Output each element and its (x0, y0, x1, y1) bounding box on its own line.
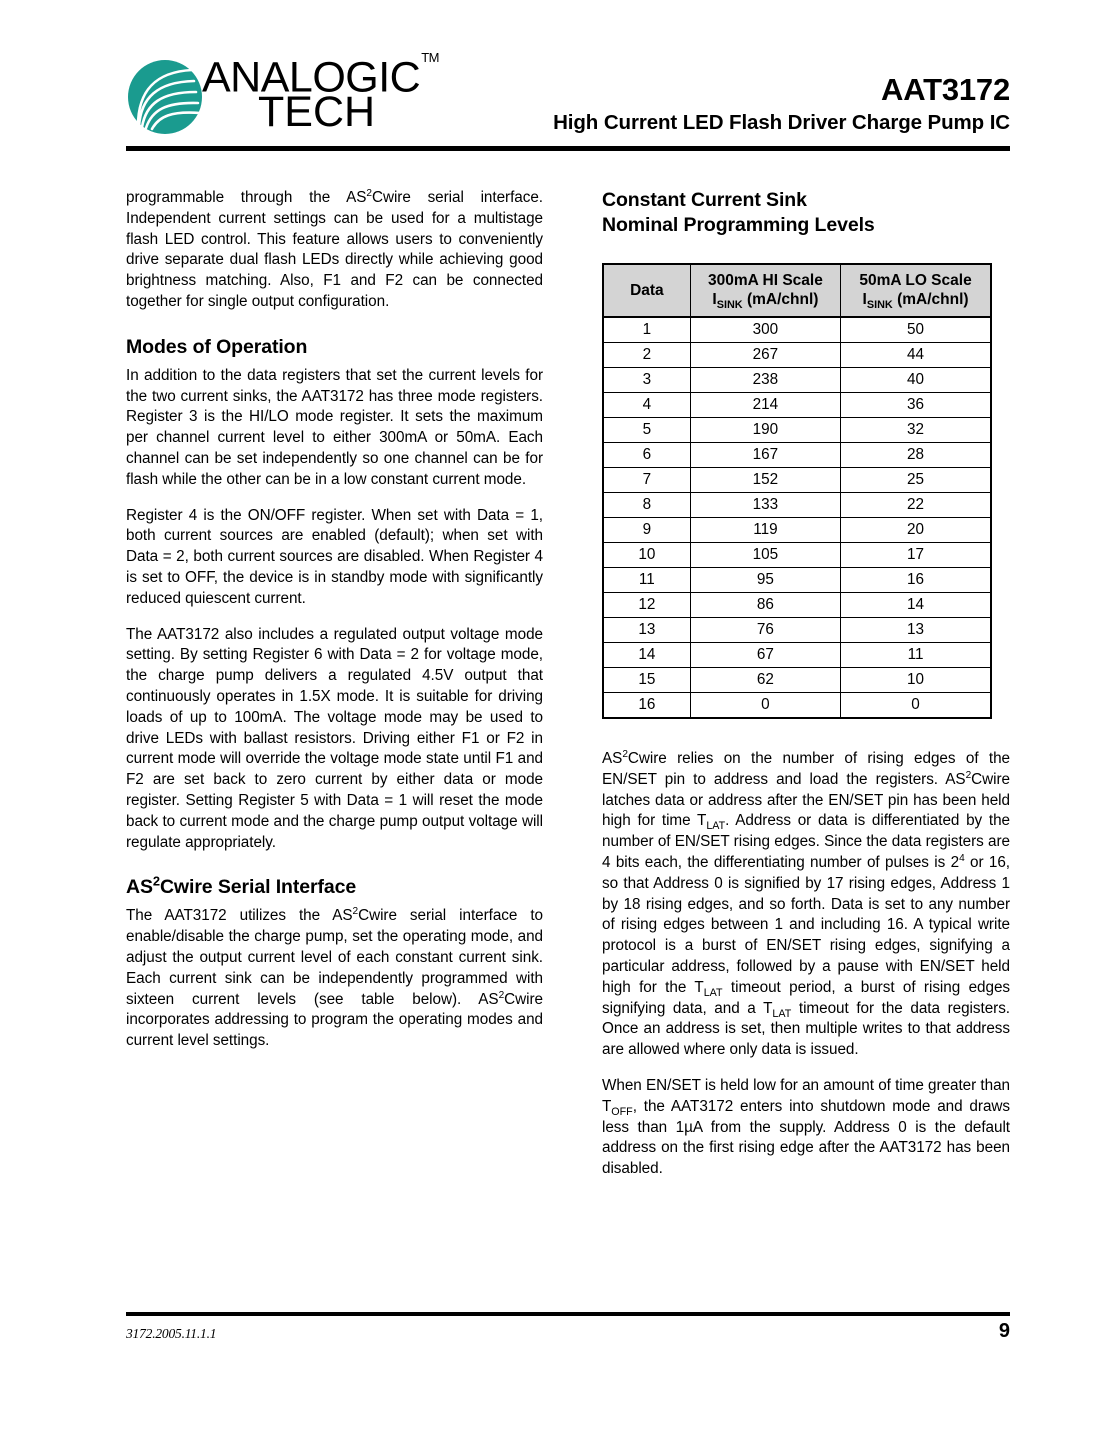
superscript-two: 2 (352, 906, 359, 918)
hi-scale-units: (mA/chnl) (746, 291, 819, 308)
cell-data: 16 (603, 693, 690, 719)
cell-lo-scale: 16 (841, 568, 991, 593)
programming-levels-table (602, 263, 992, 719)
cell-lo-scale: 20 (841, 518, 991, 543)
serial-p1-part3: Cwire incorporates addressing to program the operating modes and current level settings. (126, 990, 543, 1050)
right-column (602, 188, 1010, 1195)
cell-lo-scale: 44 (841, 343, 991, 368)
table-row (603, 368, 991, 393)
hi-scale-symbol-subscript: SINK (716, 299, 743, 312)
table-title-line-1: Constant Current Sink (602, 189, 807, 211)
cell-data: 12 (603, 593, 690, 618)
modes-paragraph-2: Register 4 is the ON/OFF register. When set with Data = 1, both current sources are enabled (default); when set with Data = 2, both current sources are disabled. When Register 4 is set to OFF, the device is in standby mode with significantly reduced quiescent current. (126, 506, 543, 607)
table-row (603, 393, 991, 418)
left-column (126, 188, 543, 1067)
as2cwire-serial-interface-heading (126, 875, 543, 899)
cell-hi-scale: 119 (690, 518, 840, 543)
cell-hi-scale: 300 (690, 317, 840, 343)
superscript-two: 2 (965, 769, 972, 781)
cell-lo-scale: 10 (841, 668, 991, 693)
superscript-two: 2 (366, 187, 372, 199)
table-row (603, 643, 991, 668)
heading-part1: AS (126, 876, 153, 899)
cell-hi-scale: 167 (690, 443, 840, 468)
cell-lo-scale: 50 (841, 317, 991, 343)
cell-lo-scale: 11 (841, 643, 991, 668)
programming-levels-table-wrap (602, 263, 992, 719)
part-subtitle: High Current LED Flash Driver Charge Pump IC (553, 111, 1010, 134)
cell-hi-scale: 267 (690, 343, 840, 368)
column-header-lo-scale (841, 264, 991, 317)
column-header-data: Data (603, 264, 690, 317)
header-title-block (553, 72, 1010, 136)
modes-paragraph-3: The AAT3172 also includes a regulated output voltage mode setting. By setting Register 6 with Data = 2 for voltage mode, the charge pump delivers a regulated 4.5V output that continuously operates in 1.5X mode. It is suitable for driving loads of up to 100mA. The voltage mode may be used to drive LEDs with ballast resistors. Driving either F1 or F2 in current mode will override the voltage mode state until F1 and F2 are set back to zero current by either data or mode register. Setting Register 5 with Data = 1 will reset the mode back to current mode and the charge pump output voltage will regulate appropriately. (126, 625, 543, 851)
column-header-hi-scale (690, 264, 840, 317)
table-body (603, 317, 991, 718)
cell-data: 4 (603, 393, 690, 418)
table-row (603, 668, 991, 693)
tlat-subscript: LAT (703, 986, 723, 999)
table-head (603, 264, 991, 317)
table-row (603, 343, 991, 368)
footer-divider (126, 1312, 1010, 1316)
table-row (603, 418, 991, 443)
cell-lo-scale: 40 (841, 368, 991, 393)
tlat-subscript: LAT (772, 1007, 792, 1020)
superscript-two: 2 (498, 989, 505, 1001)
cell-lo-scale: 36 (841, 393, 991, 418)
cell-data: 1 (603, 317, 690, 343)
document-revision-code: 3172.2005.11.1.1 (126, 1326, 217, 1341)
header-divider (126, 146, 1010, 151)
cell-lo-scale: 22 (841, 493, 991, 518)
heading-part2: Cwire Serial Interface (159, 876, 357, 899)
table-row (603, 468, 991, 493)
logo-tech-text: TECH (258, 88, 376, 137)
table-row (603, 543, 991, 568)
cell-data: 13 (603, 618, 690, 643)
cell-hi-scale: 190 (690, 418, 840, 443)
table-row (603, 518, 991, 543)
cell-data: 11 (603, 568, 690, 593)
cell-hi-scale: 76 (690, 618, 840, 643)
superscript-two: 2 (622, 748, 628, 760)
logo-analogic-text: ANALOGIC™ (202, 50, 440, 102)
page-number: 9 (998, 1320, 1010, 1342)
cell-data: 14 (603, 643, 690, 668)
cell-hi-scale: 105 (690, 543, 840, 568)
cell-lo-scale: 13 (841, 618, 991, 643)
shutdown-mode-paragraph: When EN/SET is held low for an amount of time greater than $T_{OFF}$, the AAT3172 enters into shutdown mode and draws less than 1µA from the supply. Address 0 is the default address on the first rising edge after the AAT3172 has been disabled. (602, 1076, 1010, 1178)
intro-paragraph-part2: Cwire serial interface. Independent current settings can be used for a multistage flash LED control. This feature allows users to conveniently drive separate dual flash LEDs directly while achieving good brightness matching. Also, F1 and F2 can be connected together for single output configuration. (126, 189, 543, 310)
table-row (603, 693, 991, 719)
cell-data: 3 (603, 368, 690, 393)
table-row (603, 618, 991, 643)
page-header (126, 44, 1010, 144)
cell-lo-scale: 14 (841, 593, 991, 618)
logo-trademark-symbol: TM (421, 50, 440, 65)
toff-subscript: OFF (611, 1105, 633, 1118)
cell-hi-scale: 67 (690, 643, 840, 668)
cell-lo-scale: 25 (841, 468, 991, 493)
cell-hi-scale: 62 (690, 668, 840, 693)
as2cwire-protocol-paragraph: $AS^2Cwire$ relies on the number of rising edges of the EN/SET pin to address and load the registers. $AS^2Cwire$ latches data or address after the EN/SET pin has been held high for time $T_{LAT}$. Address or data is differentiated by the number of EN/SET rising edges. Since the data registers are 4 bits each, the differentiating number of pulses is $2^4$ or 16, so that Address 0 is signified by 17 rising edges, Address 1 by 18 rising edges, and so forth. Data is set to any number of rising edges between 1 and including 16. A typical write protocol is a burst of EN/SET rising edges, signifying a particular address, followed by a pause with EN/SET held high for the $T_{LAT}$ timeout period, a burst of rising edges signifying data, and a $T_{LAT}$ timeout for the data registers. Once an address is set, then multiple writes to that address are allowed where only data is issued. (602, 748, 1010, 1059)
cell-data: 15 (603, 668, 690, 693)
table-header-row (603, 264, 991, 317)
cell-data: 5 (603, 418, 690, 443)
table-row (603, 593, 991, 618)
tlat-subscript: LAT (706, 820, 726, 833)
cell-lo-scale: 0 (841, 693, 991, 719)
cell-lo-scale: 17 (841, 543, 991, 568)
table-title-line-2: Nominal Programming Levels (602, 214, 875, 236)
cell-hi-scale: 133 (690, 493, 840, 518)
lo-scale-symbol: I (862, 291, 867, 308)
cell-lo-scale: 32 (841, 418, 991, 443)
analogic-tech-logo-icon (126, 58, 204, 136)
cell-hi-scale: 86 (690, 593, 840, 618)
cell-data: 7 (603, 468, 690, 493)
hi-scale-symbol: I (712, 291, 717, 308)
lo-scale-units: (mA/chnl) (897, 291, 969, 308)
table-row (603, 443, 991, 468)
page-footer (126, 1320, 1010, 1356)
logo-wordmark (202, 50, 440, 137)
cell-data: 6 (603, 443, 690, 468)
cell-hi-scale: 238 (690, 368, 840, 393)
modes-of-operation-heading: Modes of Operation (126, 335, 308, 358)
intro-paragraph (126, 188, 543, 313)
cell-hi-scale: 95 (690, 568, 840, 593)
superscript-two: 2 (152, 873, 160, 889)
table-row (603, 493, 991, 518)
table-row (603, 568, 991, 593)
cell-lo-scale: 28 (841, 443, 991, 468)
company-logo (126, 50, 440, 142)
serial-p1-part2: Cwire serial interface to enable/disable the charge pump, set the operating mode, and adjust the output current level of each constant current sink. Each current sink can be independently programmed with sixteen current levels (see table below). AS (126, 907, 543, 1008)
cell-data: 10 (603, 543, 690, 568)
hi-scale-label: 300mA HI Scale (707, 272, 823, 289)
superscript-four: 4 (959, 852, 965, 864)
cell-data: 8 (603, 493, 690, 518)
part-number: AAT3172 (881, 72, 1010, 107)
cell-hi-scale: 0 (690, 693, 840, 719)
lo-scale-symbol-subscript: SINK (866, 299, 893, 312)
intro-paragraph-part1: programmable through the AS (126, 189, 367, 206)
lo-scale-label: 50mA LO Scale (859, 272, 972, 289)
table-row (603, 317, 991, 343)
serial-interface-paragraph (126, 906, 543, 1052)
cell-data: 2 (603, 343, 690, 368)
modes-paragraph-1: In addition to the data registers that set the current levels for the two current sinks, the AAT3172 has three mode registers. Register 3 is the HI/LO mode register. It sets the maximum per channel current level to either 300mA or 50mA. Each channel can be set independently so one channel can be for flash while the other can be in a low constant current mode. (126, 366, 543, 488)
cell-hi-scale: 152 (690, 468, 840, 493)
cell-data: 9 (603, 518, 690, 543)
cell-hi-scale: 214 (690, 393, 840, 418)
serial-p1-part1: The AAT3172 utilizes the AS (126, 907, 353, 925)
